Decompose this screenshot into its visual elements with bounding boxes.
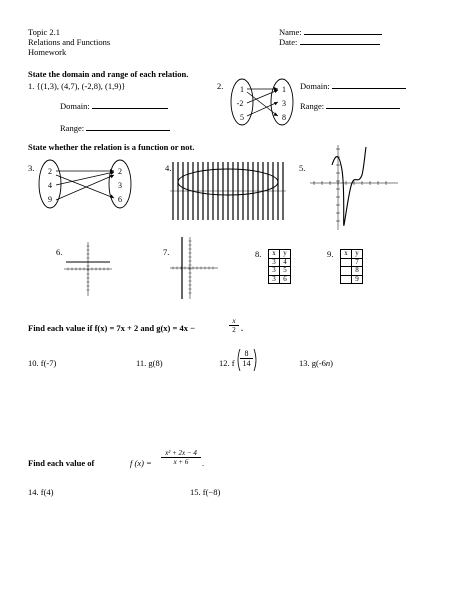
header-x: x — [269, 250, 280, 259]
problem-7-graph — [170, 237, 218, 299]
problem-8-table — [268, 249, 291, 284]
problem-12-parentheses — [236, 348, 258, 372]
section4-fraction — [161, 449, 201, 466]
instruction-find-f: Find each value of — [28, 458, 95, 468]
domain-label: Domain: — [60, 101, 90, 111]
p12-denominator: 14 — [240, 358, 253, 368]
problem-3-mapping-diagram — [36, 158, 132, 210]
p5-axis-ticks — [314, 149, 386, 221]
p2-right-3: 8 — [282, 113, 286, 122]
table-row: 3 4 — [269, 258, 291, 267]
topic-label: Topic 2.1 — [28, 27, 60, 37]
subtitle-label: Relations and Functions — [28, 37, 111, 47]
problem-1-range[interactable] — [60, 123, 170, 133]
date-blank[interactable] — [300, 37, 380, 45]
problem-5-number: 5. — [299, 163, 306, 173]
problem-13: 13. g(-6n) — [299, 358, 334, 368]
p2-left-1: 1 — [240, 85, 244, 94]
fx-label: f (x) = — [130, 458, 152, 468]
fraction-numerator: x — [232, 317, 236, 325]
problem-11: 11. g(8) — [136, 358, 163, 368]
p3-right-3: 6 — [118, 195, 122, 204]
date-field[interactable] — [279, 37, 380, 47]
p12-numerator: 8 — [244, 349, 249, 358]
p3-left-3: 9 — [48, 195, 52, 204]
problem-1-relation: {(1,3), (4,7), (-2,8), (1,9)} — [36, 81, 126, 91]
problem-2-mapping-diagram — [226, 78, 298, 126]
problem-5-graph — [310, 145, 398, 230]
instruction-find-values — [28, 323, 195, 333]
p3-right-2: 3 — [118, 181, 122, 190]
problem-9-table — [340, 249, 363, 284]
p3-right-1: 2 — [118, 167, 122, 176]
p2-left-3: 5 — [240, 113, 244, 122]
table-row: 8 — [341, 267, 363, 276]
p7-axis-ticks — [173, 241, 213, 293]
problem-10: 10. f(-7) — [28, 358, 57, 368]
domain-blank[interactable] — [332, 81, 406, 89]
date-label: Date: — [279, 37, 298, 47]
problem-2-number: 2. — [217, 81, 224, 91]
fraction-denominator: 2 — [229, 325, 239, 334]
header-y: y — [352, 250, 363, 259]
p5-curve — [332, 147, 366, 225]
problem-8-number: 8. — [255, 249, 262, 259]
table-header-row — [341, 250, 363, 259]
table-row: 3 5 — [269, 267, 291, 276]
p2-left-2: -2 — [236, 99, 244, 108]
problem-6-graph — [64, 242, 112, 296]
problem-9-number: 9. — [327, 249, 334, 259]
problem-4-graph — [170, 160, 286, 222]
problem-14: 14. f(4) — [28, 487, 54, 497]
table-row: 3 6 — [269, 275, 291, 284]
fraction-denominator: x + 6 — [161, 457, 201, 466]
table-header-row — [269, 250, 291, 259]
range-blank[interactable] — [326, 101, 400, 109]
domain-blank[interactable] — [92, 101, 168, 109]
p2-right-1: 1 — [282, 85, 286, 94]
header-y: y — [280, 250, 291, 259]
problem-12-label: 12. f — [219, 358, 235, 368]
name-blank[interactable] — [304, 27, 382, 35]
name-field[interactable] — [279, 27, 382, 37]
instruction-fraction — [229, 317, 239, 334]
range-blank[interactable] — [86, 123, 170, 131]
range-label: Range: — [60, 123, 85, 133]
problem-2-domain[interactable] — [300, 81, 406, 91]
fraction-numerator: x² + 2x − 4 — [165, 449, 197, 457]
problem-1-domain[interactable] — [60, 101, 168, 111]
problem-15: 15. f(−8) — [190, 487, 221, 497]
problem-2-range[interactable] — [300, 101, 400, 111]
p3-left-1: 2 — [48, 167, 52, 176]
kind-label: Homework — [28, 47, 67, 57]
problem-7-number: 7. — [163, 247, 170, 257]
section4-period: . — [202, 458, 205, 468]
range-label: Range: — [300, 101, 325, 111]
p3-left-2: 4 — [48, 181, 52, 190]
domain-label: Domain: — [300, 81, 330, 91]
instruction-period: . — [241, 323, 244, 333]
problem-3-number: 3. — [28, 163, 35, 173]
p2-right-2: 3 — [282, 99, 286, 108]
instruction-text: Find each value if f(x) = 7x + 2 and g(x) = 4x − — [28, 323, 195, 333]
problem-4-number: 4. — [165, 163, 172, 173]
table-row: 9 — [341, 275, 363, 284]
problem-1 — [28, 81, 125, 91]
problem-6-number: 6. — [56, 247, 63, 257]
instruction-domain-range: State the domain and range of each relation. — [28, 69, 189, 79]
header-x: x — [341, 250, 352, 259]
name-label: Name: — [279, 27, 302, 37]
problem-1-number: 1. — [28, 81, 35, 91]
table-row: 7 — [341, 258, 363, 267]
instruction-function: State whether the relation is a function or not. — [28, 142, 195, 152]
